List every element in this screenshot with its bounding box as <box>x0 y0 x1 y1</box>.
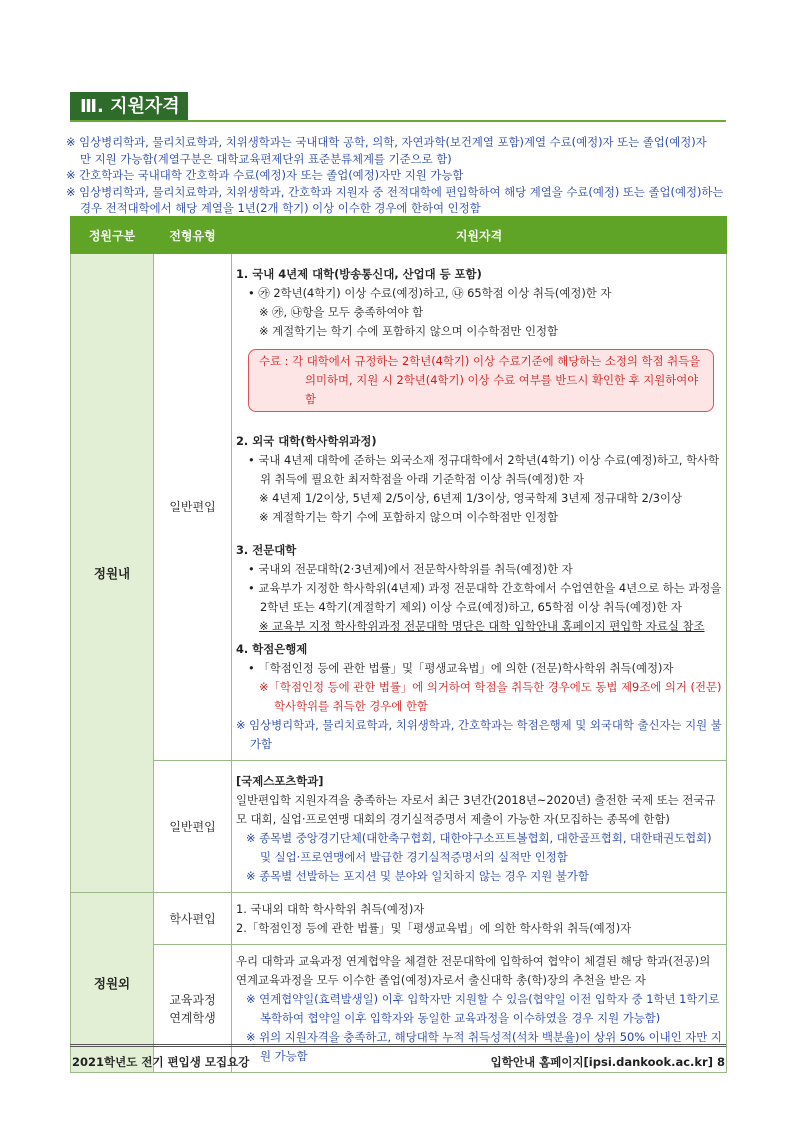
s3-note-link[interactable]: ※ 교육부 지정 학사학위과정 전문대학 명단은 대학 입학안내 홈페이지 편입학 자료실 참조 <box>259 619 705 633</box>
note-2: ※ 간호학과는 국내대학 간호학과 수료(예정)자 또는 졸업(예정)자만 지원 가능함 <box>66 168 464 182</box>
s2-note-2: ※ 계절학기는 학기 수에 포함하지 않으며 이수학점만 인정함 <box>259 510 558 524</box>
section-title: Ⅲ. 지원자격 <box>70 92 188 122</box>
table-row <box>71 761 727 893</box>
s1-note-2: ※ 계절학기는 학기 수에 포함하지 않으며 이수학점만 인정함 <box>259 324 558 338</box>
sports-desc: 일반편입학 지원자격을 충족하는 자로서 최근 3년간(2018년~2020년) 출전한 국제 또는 전국규모 대회, 실업·프로연맹 대회의 경기실적증명서 제출이 가능한 자(모집하는 종목에 한함) <box>236 793 716 826</box>
note-1: ※ 임상병리학과, 물리치료학과, 치위생학과는 국내대학 공학, 의학, 자연과학(보건계열 포함)계열 수료(예정)자 또는 졸업(예정)자 <box>66 135 707 149</box>
header-category: 정원구분 <box>71 217 154 254</box>
s1-bullet: • ㉮ 2학년(4학기) 이상 수료(예정)하고, ㉯ 65학점 이상 취득(예정)한 자 <box>248 286 612 300</box>
type-general-2: 일반편입 <box>154 761 232 893</box>
title-underline <box>70 120 726 122</box>
s2-note-1: ※ 4년제 1/2이상, 5년제 2/5이상, 6년제 1/3이상, 영국학제 3년제 정규대학 2/3이상 <box>259 491 683 505</box>
type-bachelor: 학사편입 <box>154 893 232 945</box>
content-general-1 <box>232 254 727 761</box>
content-general-2 <box>232 761 727 893</box>
s3-bullet-1: • 국내외 전문대학(2·3년제)에서 전문학사학위를 취득(예정)한 자 <box>248 562 573 576</box>
sports-title: [국제스포츠학과] <box>236 774 324 788</box>
footer-homepage-page: 입학안내 홈페이지[ipsi.dankook.ac.kr] 8 <box>490 1055 725 1069</box>
s4-title: 4. 학점은행제 <box>236 642 308 656</box>
header-qualification: 지원자격 <box>232 217 727 254</box>
sports-note-1: ※ 종목별 중앙경기단체(대한축구협회, 대한야구소프트볼협회, 대한골프협회, 대한태권도협회) 및 실업·프로연맹에서 발급한 경기실적증명서의 실적만 인정함 <box>246 831 712 864</box>
bachelor-line-2: 2.「학점인정 등에 관한 법률」및「평생교육법」에 의한 학사학위 취득(예정)자 <box>236 921 632 935</box>
s2-title: 2. 외국 대학(학사학위과정) <box>236 434 377 448</box>
note-3-cont: 경우 전적대학에서 해당 계열을 1년(2개 학기) 이상 이수한 경우에 한하여 인정함 <box>80 201 481 215</box>
header-type: 전형유형 <box>154 217 232 254</box>
s1-note-1: ※ ㉮, ㉯항을 모두 충족하여야 함 <box>259 305 424 319</box>
type-linked-line-1: 교육과정 <box>169 992 216 1007</box>
type-general-1: 일반편입 <box>154 254 232 761</box>
note-1-cont: 만 지원 가능함(계열구분은 대학교육편제단위 표준분류체계를 기준으로 함) <box>80 151 452 166</box>
bachelor-line-1: 1. 국내외 대학 학사학위 취득(예정)자 <box>236 902 425 916</box>
s1-title: 1. 국내 4년제 대학(방송통신대, 산업대 등 포함) <box>236 267 482 281</box>
category-outer: 정원외 <box>71 893 154 1073</box>
notes-block <box>66 134 731 217</box>
sports-note-2: ※ 종목별 선발하는 포지션 및 분야와 일치하지 않는 경우 지원 불가함 <box>246 869 589 883</box>
s4-note-red: ※「학점인정 등에 관한 법률」에 의거하여 학점을 취득한 경우에도 동법 제9조에 의거 (전문)학사학위를 취득한 경우에 한함 <box>259 680 722 713</box>
category-inner: 정원내 <box>71 254 154 893</box>
section-title-bar <box>70 92 726 122</box>
linked-desc: 우리 대학과 교육과정 연계협약을 체결한 전문대학에 입학하여 협약이 체결된 해당 학과(전공)의 연계교육과정을 모두 이수한 졸업(예정)자로서 출신대학 총(학)장의 추천을 받은 자 <box>236 954 711 987</box>
content-bachelor <box>232 893 727 945</box>
s4-note-blue: ※ 임상병리학과, 물리치료학과, 치위생학과, 간호학과는 학점은행제 및 외국대학 출신자는 지원 불가함 <box>236 718 722 751</box>
footer-doc-title: 2021학년도 전기 편입생 모집요강 <box>72 1055 250 1069</box>
s3-title: 3. 전문대학 <box>236 543 297 557</box>
table-header-row <box>71 217 727 254</box>
footer-divider <box>70 1044 726 1047</box>
completion-alert-box: 수료 : 각 대학에서 규정하는 2학년(4학기) 이상 수료기준에 해당하는 소정의 학점 취득을 의미하며, 지원 시 2학년(4학기) 이상 수료 여부를 반드시 확인한 후 지원하여야 함 <box>248 349 714 412</box>
s3-bullet-2-cont: 2학년 또는 4학기(계절학기 제외) 이상 수료(예정)하고, 65학점 이상 취득(예정)한 자 <box>260 600 682 614</box>
s3-bullet-2: • 교육부가 지정한 학사학위(4년제) 과정 전문대학 간호학에서 수업연한을 4년으로 하는 과정을 <box>248 581 722 595</box>
linked-note-blue: ※ 위의 지원자격을 충족하고, 해당대학 누적 취득성적(석차 백분율)이 상위 50% 이내인 자만 지원 가능함 <box>246 1030 722 1063</box>
note-3: ※ 임상병리학과, 물리치료학과, 치위생학과, 간호학과 지원자 중 전적대학에 편입학하여 해당 계열을 수료(예정) 또는 졸업(예정)하는 <box>66 184 724 199</box>
s2-bullet: • 국내 4년제 대학에 준하는 외국소재 정규대학에서 2학년(4학기) 이상 수료(예정)하고, 학사학위 취득에 필요한 최저학점을 아래 기준학점 이상 취득(예정)한 자 <box>248 453 720 486</box>
table-row <box>71 893 727 945</box>
type-linked-line-2: 연계학생 <box>169 1010 216 1025</box>
table-row <box>71 254 727 761</box>
qualification-table <box>70 216 727 1073</box>
s4-bullet: • 「학점인정 등에 관한 법률」및「평생교육법」에 의한 (전문)학사학위 취득(예정)자 <box>248 661 674 675</box>
linked-note-red: ※ 연계협약일(효력발생일) 이후 입학자만 지원할 수 있음(협약일 이전 입학자 중 1학년 1학기로 복학하여 협약일 이후 입학자와 동일한 교육과정을 이수하였을 경우 지원 가능함) <box>246 992 720 1025</box>
